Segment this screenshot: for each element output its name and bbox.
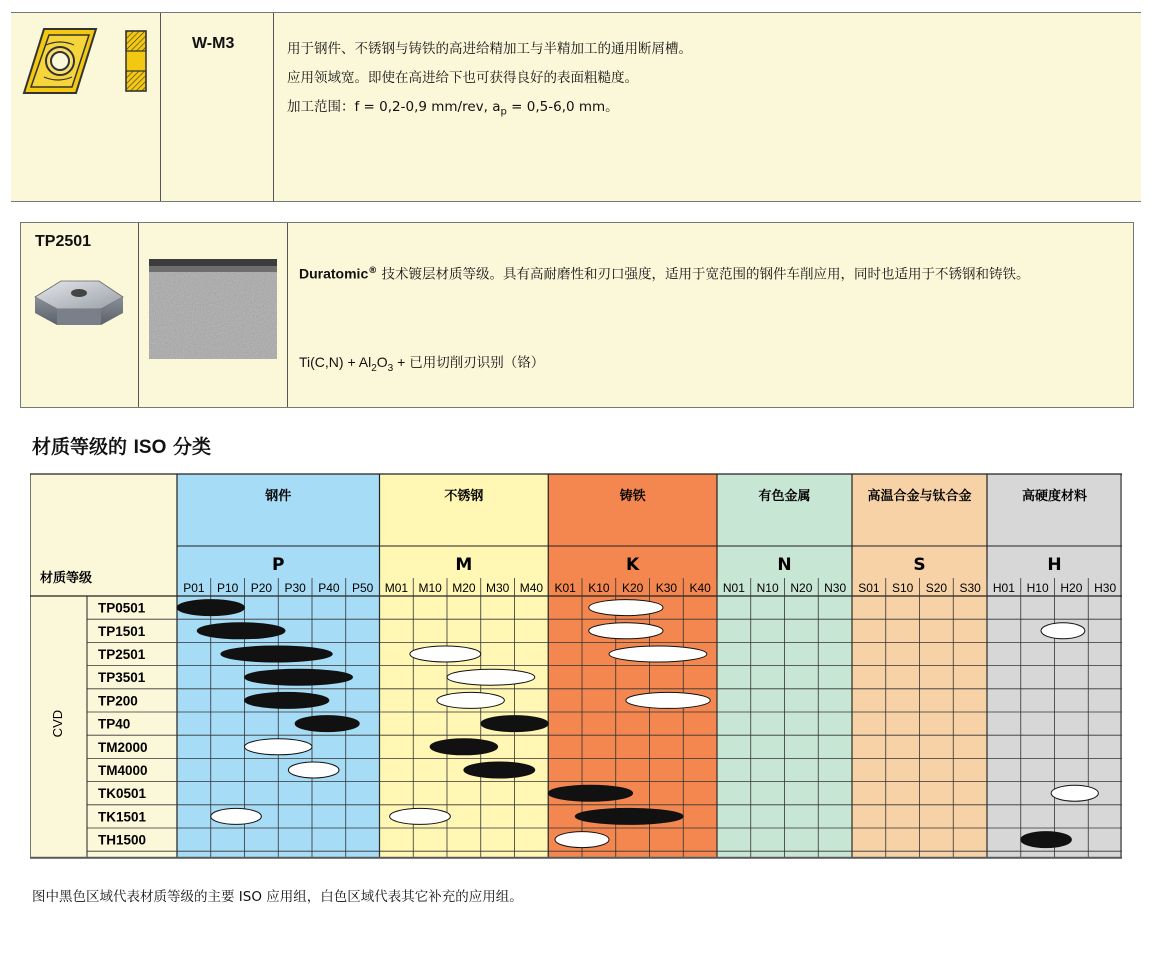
registered-mark: ® [368, 266, 378, 276]
title-part: 分类 [166, 436, 211, 458]
secondary-application-mark [288, 762, 339, 778]
main-application-mark [430, 739, 498, 755]
material-group-name: 不锈钢 [444, 489, 484, 504]
iso-code-label: H10 [1026, 581, 1049, 595]
main-application-mark [245, 669, 353, 685]
range-text: = 0,5-6,0 mm。 [506, 99, 619, 115]
grade-description [299, 260, 1129, 286]
iso-code-label: S20 [925, 581, 948, 595]
material-group-name: 高温合金与钛合金 [867, 489, 972, 504]
iso-code-label: K20 [621, 581, 644, 595]
iso-code-label: P30 [284, 581, 306, 595]
formula-part: O [376, 354, 388, 370]
iso-code-label: N20 [790, 581, 813, 595]
iso-group-letter: S [913, 555, 926, 575]
secondary-application-mark [437, 692, 505, 708]
material-group-name: 高硬度材料 [1021, 489, 1088, 504]
coating-formula [299, 351, 544, 374]
secondary-application-mark [410, 646, 481, 662]
row-header-label: 材质等级 [40, 571, 93, 586]
grade-row-label: TK1501 [98, 809, 147, 825]
secondary-application-mark [626, 692, 710, 708]
title-part: 材质等级的 [32, 436, 134, 458]
secondary-application-mark [555, 832, 609, 848]
grade-info-box [20, 222, 1134, 408]
secondary-application-mark [589, 623, 663, 639]
main-application-mark [548, 785, 632, 801]
iso-code-label: S10 [891, 581, 914, 595]
iso-code-label: P20 [250, 581, 273, 595]
iso-code-label: M30 [485, 581, 510, 595]
iso-code-label: H30 [1094, 581, 1117, 595]
chart-footnote: 图中黑色区域代表材质等级的主要 ISO 应用组，白色区域代表其它补充的应用组。 [32, 889, 523, 905]
formula-part: 已用切削刃识别（铬） [409, 355, 545, 371]
iso-code-label: S01 [858, 581, 880, 595]
iso-code-label: K40 [689, 581, 711, 595]
main-application-mark [177, 600, 245, 616]
iso-grade-chart [30, 472, 1122, 864]
formula-subscript: 3 [387, 362, 394, 374]
secondary-application-mark [1041, 623, 1085, 639]
iso-code-label: S30 [959, 581, 981, 595]
secondary-application-mark [390, 808, 451, 824]
description-text: 技术镀层材质等级。具有高耐磨性和刃口强度，适用于宽范围的钢件车削应用，同时也适用于不锈钢和铸铁。 [377, 266, 1030, 283]
column-divider [287, 223, 288, 407]
iso-group-letter: N [777, 555, 792, 575]
range-subscript: p [500, 106, 507, 118]
iso-code-label: N30 [824, 581, 847, 595]
coating-micrograph [149, 259, 277, 359]
main-application-mark [197, 623, 285, 639]
rhombic-insert-icon [22, 27, 98, 95]
formula-part: + [393, 354, 410, 370]
secondary-application-mark [447, 669, 535, 685]
grade-row-label: TH1500 [98, 832, 147, 848]
iso-code-label: H20 [1060, 581, 1083, 595]
material-group-name: 钢件 [265, 489, 292, 504]
column-divider [138, 223, 139, 407]
section-title [32, 432, 211, 459]
brand-name: Duratomic [299, 265, 369, 282]
iso-group-letter: H [1047, 555, 1062, 575]
description-line: 用于钢件、不锈钢与铸铁的高进给精加工与半精加工的通用断屑槽。 [287, 41, 692, 57]
formula-subscript: 2 [371, 362, 377, 374]
main-application-mark [464, 762, 535, 778]
machining-range [287, 93, 692, 127]
iso-code-label: K30 [655, 581, 678, 595]
iso-code-label: K10 [588, 581, 610, 595]
material-group-name: 有色金属 [758, 489, 811, 504]
iso-code-label: K01 [554, 581, 576, 595]
iso-code-label: P10 [216, 581, 239, 595]
grade-row-label: TP3501 [98, 670, 146, 686]
grade-row-label: TK0501 [98, 786, 147, 802]
main-application-mark [1021, 832, 1072, 848]
cvd-group-label: CVD [50, 709, 65, 738]
iso-code-label: M40 [519, 581, 544, 595]
iso-group-letter: M [455, 555, 473, 575]
grade-row-label: TP40 [98, 716, 131, 732]
grade-row-label: TM4000 [98, 763, 148, 778]
iso-code-label: M01 [384, 581, 409, 595]
secondary-application-mark [1051, 785, 1098, 801]
main-application-mark [245, 692, 329, 708]
iso-code-label: N10 [756, 581, 779, 595]
grade-row-label: TP0501 [98, 600, 146, 616]
column-divider [273, 13, 274, 201]
grade-row-label: TM2000 [98, 739, 148, 755]
formula-part: Ti(C,N) + Al [299, 354, 372, 370]
grade-row-label: TP200 [98, 693, 138, 709]
title-part: ISO [133, 437, 167, 458]
grade-code: TP2501 [35, 233, 92, 250]
iso-code-label: M20 [452, 581, 476, 595]
main-application-mark [295, 716, 359, 732]
chipbreaker-info-box [11, 12, 1141, 202]
iso-code-label: P40 [318, 581, 340, 595]
iso-code-label: M10 [418, 581, 442, 595]
grade-insert-photo [31, 263, 127, 333]
iso-group-letter: K [626, 555, 640, 575]
grade-row-label: TP2501 [98, 647, 146, 662]
iso-group-letter: P [272, 555, 285, 575]
main-application-mark [575, 808, 683, 824]
range-text: 加工范围：f = 0,2-0,9 mm/rev, a [287, 99, 501, 115]
insert-side-view-icon [124, 29, 148, 93]
secondary-application-mark [245, 739, 313, 755]
chipbreaker-code: W-M3 [192, 35, 235, 52]
main-application-mark [481, 716, 549, 732]
secondary-application-mark [589, 600, 663, 616]
material-group-name: 铸铁 [619, 489, 646, 504]
chipbreaker-description [287, 35, 692, 127]
iso-code-label: P01 [183, 581, 205, 595]
iso-code-label: H01 [992, 581, 1015, 595]
secondary-application-mark [211, 808, 262, 824]
iso-code-label: P50 [351, 581, 374, 595]
grade-row-label: TP1501 [98, 623, 146, 639]
column-divider [160, 13, 161, 201]
iso-code-label: N01 [722, 581, 745, 595]
description-line: 应用领域宽。即使在高进给下也可获得良好的表面粗糙度。 [287, 70, 638, 86]
main-application-mark [221, 646, 332, 662]
secondary-application-mark [609, 646, 707, 662]
